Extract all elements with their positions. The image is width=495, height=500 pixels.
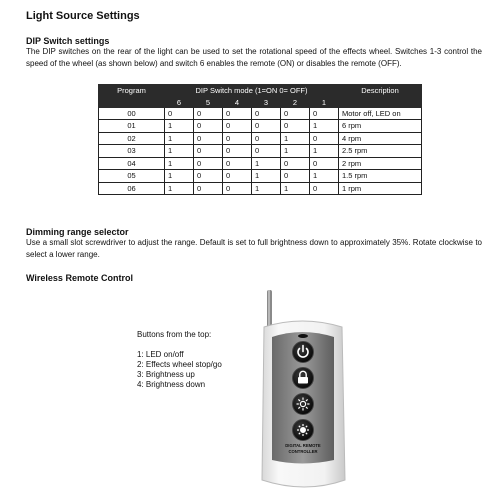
description-cell: 2 rpm (339, 157, 422, 170)
switch-number: 5 (194, 97, 223, 107)
switch-cell: 1 (165, 170, 194, 183)
dip-table (98, 84, 422, 195)
switch-cell: 0 (310, 107, 339, 120)
switch-cell: 1 (252, 157, 281, 170)
switch-cell: 0 (223, 170, 252, 183)
table-row (99, 145, 422, 158)
header-blank (339, 97, 422, 107)
switch-cell: 1 (310, 170, 339, 183)
dimming-heading: Dimming range selector (26, 227, 129, 237)
remote-heading: Wireless Remote Control (26, 273, 133, 283)
switch-cell: 0 (252, 132, 281, 145)
switch-cell: 0 (223, 182, 252, 195)
switch-cell: 0 (165, 107, 194, 120)
program-cell: 04 (99, 157, 165, 170)
switch-cell: 0 (194, 182, 223, 195)
table-row (99, 132, 422, 145)
program-cell: 05 (99, 170, 165, 183)
switch-cell: 1 (252, 170, 281, 183)
program-cell: 00 (99, 107, 165, 120)
switch-cell: 1 (310, 120, 339, 133)
dip-description: The DIP switches on the rear of the light can be used to set the rotational speed of the effects wheel. Switches 1-3 control the speed of the wheel (as shown below) and switch 6 enables the remote (ON) or disables the remote (OFF). (26, 47, 482, 68)
brightness-up-button[interactable] (293, 394, 314, 415)
table-row (99, 107, 422, 120)
program-cell: 06 (99, 182, 165, 195)
switch-cell: 0 (223, 132, 252, 145)
switch-cell: 1 (165, 120, 194, 133)
switch-number: 2 (281, 97, 310, 107)
dimming-description: Use a small slot screwdriver to adjust the range. Default is set to full brightness down to approximately 35%. Rotate clockwise to select a lower range. (26, 238, 482, 259)
remote-button-item: 1: LED on/off (137, 350, 184, 359)
page-title: Light Source Settings (26, 10, 140, 22)
description-cell: 6 rpm (339, 120, 422, 133)
header-blank (99, 97, 165, 107)
switch-cell: 0 (194, 120, 223, 133)
switch-cell: 0 (223, 120, 252, 133)
program-cell: 01 (99, 120, 165, 133)
switch-cell: 0 (223, 157, 252, 170)
switch-cell: 1 (165, 182, 194, 195)
switch-cell: 1 (281, 132, 310, 145)
switch-cell: 1 (281, 145, 310, 158)
header-mode: DIP Switch mode (1=ON 0= OFF) (165, 85, 339, 98)
remote-button-item: 3: Brightness up (137, 370, 195, 379)
table-row (99, 182, 422, 195)
switch-cell: 0 (281, 120, 310, 133)
switch-cell: 0 (194, 170, 223, 183)
switch-cell: 0 (252, 145, 281, 158)
switch-cell: 0 (281, 107, 310, 120)
switch-cell: 1 (165, 145, 194, 158)
brightness-down-button[interactable] (293, 420, 314, 441)
switch-cell: 0 (194, 157, 223, 170)
lock-button[interactable] (293, 368, 314, 389)
switch-cell: 0 (194, 145, 223, 158)
switch-cell: 0 (194, 107, 223, 120)
led-indicator (298, 334, 308, 338)
switch-number: 1 (310, 97, 339, 107)
switch-cell: 0 (252, 107, 281, 120)
switch-cell: 1 (165, 132, 194, 145)
description-cell: 2.5 rpm (339, 145, 422, 158)
switch-cell: 0 (310, 132, 339, 145)
description-cell: 1 rpm (339, 182, 422, 195)
power-button[interactable] (293, 342, 314, 363)
table-row (99, 157, 422, 170)
description-cell: 4 rpm (339, 132, 422, 145)
header-program: Program (99, 85, 165, 98)
remote-intro: Buttons from the top: (137, 330, 212, 339)
program-cell: 03 (99, 145, 165, 158)
remote-control-image (250, 285, 360, 497)
table-row (99, 170, 422, 183)
switch-cell: 0 (281, 170, 310, 183)
switch-cell: 0 (281, 157, 310, 170)
table-row (99, 120, 422, 133)
remote-button-item: 4: Brightness down (137, 380, 206, 389)
header-description: Description (339, 85, 422, 98)
switch-cell: 0 (194, 132, 223, 145)
switch-cell: 0 (310, 157, 339, 170)
switch-number: 4 (223, 97, 252, 107)
remote-label-line2: CONTROLLER (288, 449, 318, 454)
switch-cell: 0 (252, 120, 281, 133)
description-cell: 1.5 rpm (339, 170, 422, 183)
switch-cell: 1 (281, 182, 310, 195)
switch-cell: 0 (310, 182, 339, 195)
remote-button-item: 2: Effects wheel stop/go (137, 360, 222, 369)
switch-cell: 1 (165, 157, 194, 170)
program-cell: 02 (99, 132, 165, 145)
switch-cell: 1 (310, 145, 339, 158)
switch-number: 6 (165, 97, 194, 107)
switch-cell: 0 (223, 107, 252, 120)
description-cell: Motor off, LED on (339, 107, 422, 120)
switch-cell: 1 (252, 182, 281, 195)
switch-cell: 0 (223, 145, 252, 158)
switch-number: 3 (252, 97, 281, 107)
remote-button-list (137, 350, 222, 390)
remote-label-line1: DIGITAL REMOTE (285, 443, 321, 448)
dip-heading: DIP Switch settings (26, 36, 110, 46)
